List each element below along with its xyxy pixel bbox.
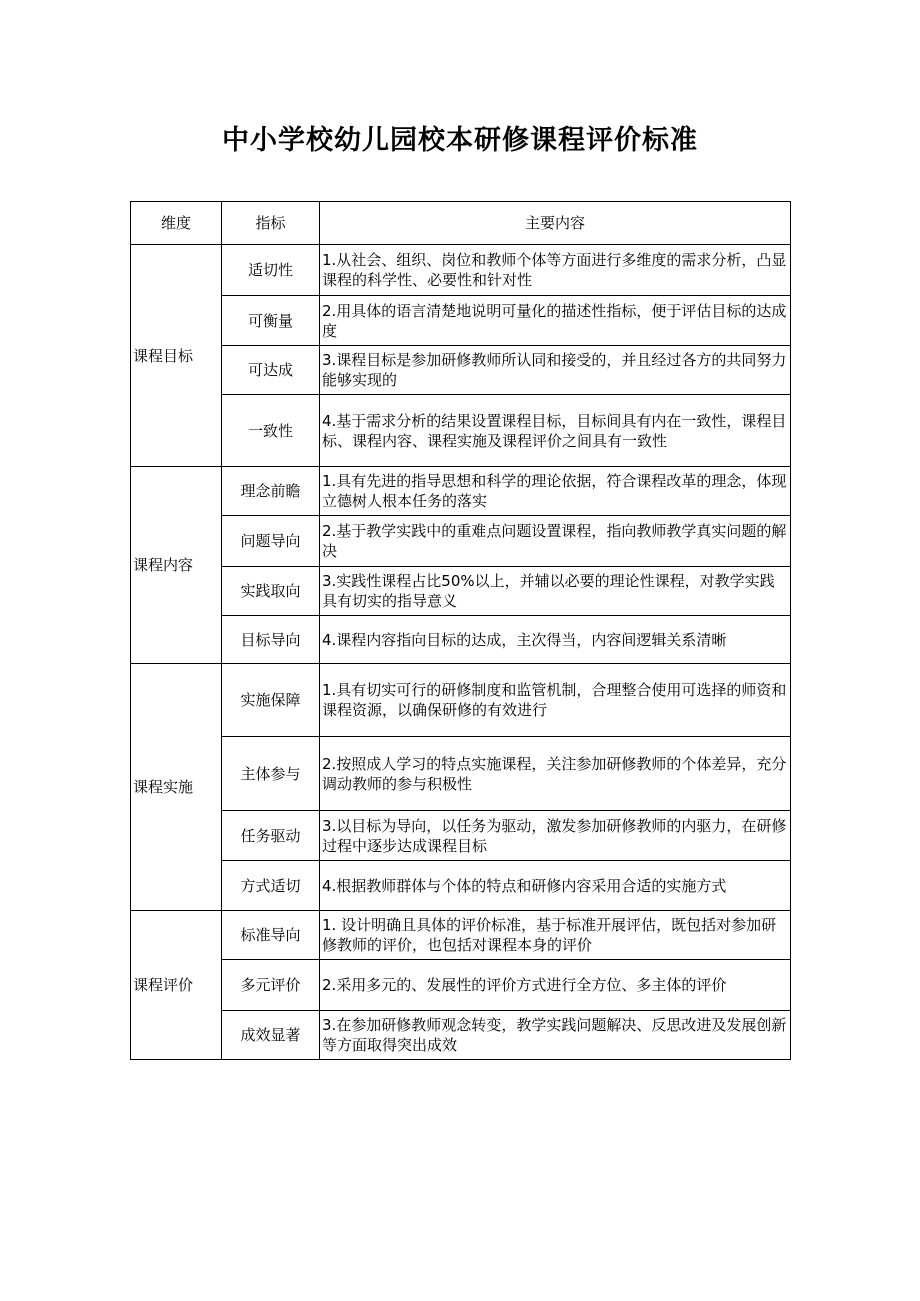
table-row [131,616,791,664]
dimension-cell-content: 课程内容 [131,467,222,664]
content-cell: 1. 设计明确且具体的评价标准，基于标准开展评估，既包括对参加研修教师的评价，也包括对课程本身的评价 [320,911,791,960]
content-cell: 3.在参加研修教师观念转变，教学实践问题解决、反思改进及发展创新等方面取得突出成效 [320,1011,791,1060]
content-cell: 4.课程内容指向目标的达成，主次得当，内容间逻辑关系清晰 [320,616,791,664]
indicator-cell: 可衡量 [222,296,320,346]
content-cell: 2.用具体的语言清楚地说明可量化的描述性指标，便于评估目标的达成度 [320,296,791,346]
header-indicator: 指标 [222,202,320,245]
table-row [131,567,791,616]
indicator-cell: 多元评价 [222,960,320,1011]
header-content: 主要内容 [320,202,791,245]
content-cell: 1.具有先进的指导思想和科学的理论依据，符合课程改革的理念，体现立德树人根本任务的落实 [320,467,791,516]
indicator-cell: 实施保障 [222,664,320,737]
table-row [131,467,791,516]
content-cell: 3.以目标为导向，以任务为驱动，激发参加研修教师的内驱力，在研修过程中逐步达成课程目标 [320,811,791,861]
indicator-cell: 实践取向 [222,567,320,616]
content-cell: 1.具有切实可行的研修制度和监管机制，合理整合使用可选择的师资和课程资源，以确保研修的有效进行 [320,664,791,737]
indicator-cell: 一致性 [222,395,320,467]
indicator-cell: 标准导向 [222,911,320,960]
table-row [131,346,791,395]
page-title: 中小学校幼儿园校本研修课程评价标准 [222,125,698,156]
dimension-cell-implementation: 课程实施 [131,664,222,911]
header-dimension: 维度 [131,202,222,245]
table-row [131,960,791,1011]
indicator-cell: 主体参与 [222,737,320,811]
content-cell: 3.课程目标是参加研修教师所认同和接受的，并且经过各方的共同努力能够实现的 [320,346,791,395]
indicator-cell: 方式适切 [222,861,320,911]
table-row [131,664,791,737]
table-row [131,245,791,296]
indicator-cell: 理念前瞻 [222,467,320,516]
content-cell: 3.实践性课程占比50%以上，并辅以必要的理论性课程，对教学实践具有切实的指导意义 [320,567,791,616]
table-row [131,1011,791,1060]
indicator-cell: 任务驱动 [222,811,320,861]
content-cell: 1.从社会、组织、岗位和教师个体等方面进行多维度的需求分析，凸显课程的科学性、必要性和针对性 [320,245,791,296]
indicator-cell: 成效显著 [222,1011,320,1060]
table-row [131,811,791,861]
table-header-row [131,202,791,245]
content-cell: 4.基于需求分析的结果设置课程目标，目标间具有内在一致性，课程目标、课程内容、课程实施及课程评价之间具有一致性 [320,395,791,467]
table-row [131,861,791,911]
indicator-cell: 问题导向 [222,516,320,567]
table-row [131,911,791,960]
dimension-cell-goals: 课程目标 [131,245,222,467]
evaluation-criteria-table [130,201,791,1060]
table-row [131,296,791,346]
indicator-cell: 可达成 [222,346,320,395]
content-cell: 2.采用多元的、发展性的评价方式进行全方位、多主体的评价 [320,960,791,1011]
table-row [131,737,791,811]
content-cell: 4.根据教师群体与个体的特点和研修内容采用合适的实施方式 [320,861,791,911]
table-row [131,516,791,567]
content-cell: 2.基于教学实践中的重难点问题设置课程，指向教师教学真实问题的解决 [320,516,791,567]
content-cell: 2.按照成人学习的特点实施课程，关注参加研修教师的个体差异，充分调动教师的参与积极性 [320,737,791,811]
table-row [131,395,791,467]
dimension-cell-evaluation: 课程评价 [131,911,222,1060]
indicator-cell: 适切性 [222,245,320,296]
indicator-cell: 目标导向 [222,616,320,664]
